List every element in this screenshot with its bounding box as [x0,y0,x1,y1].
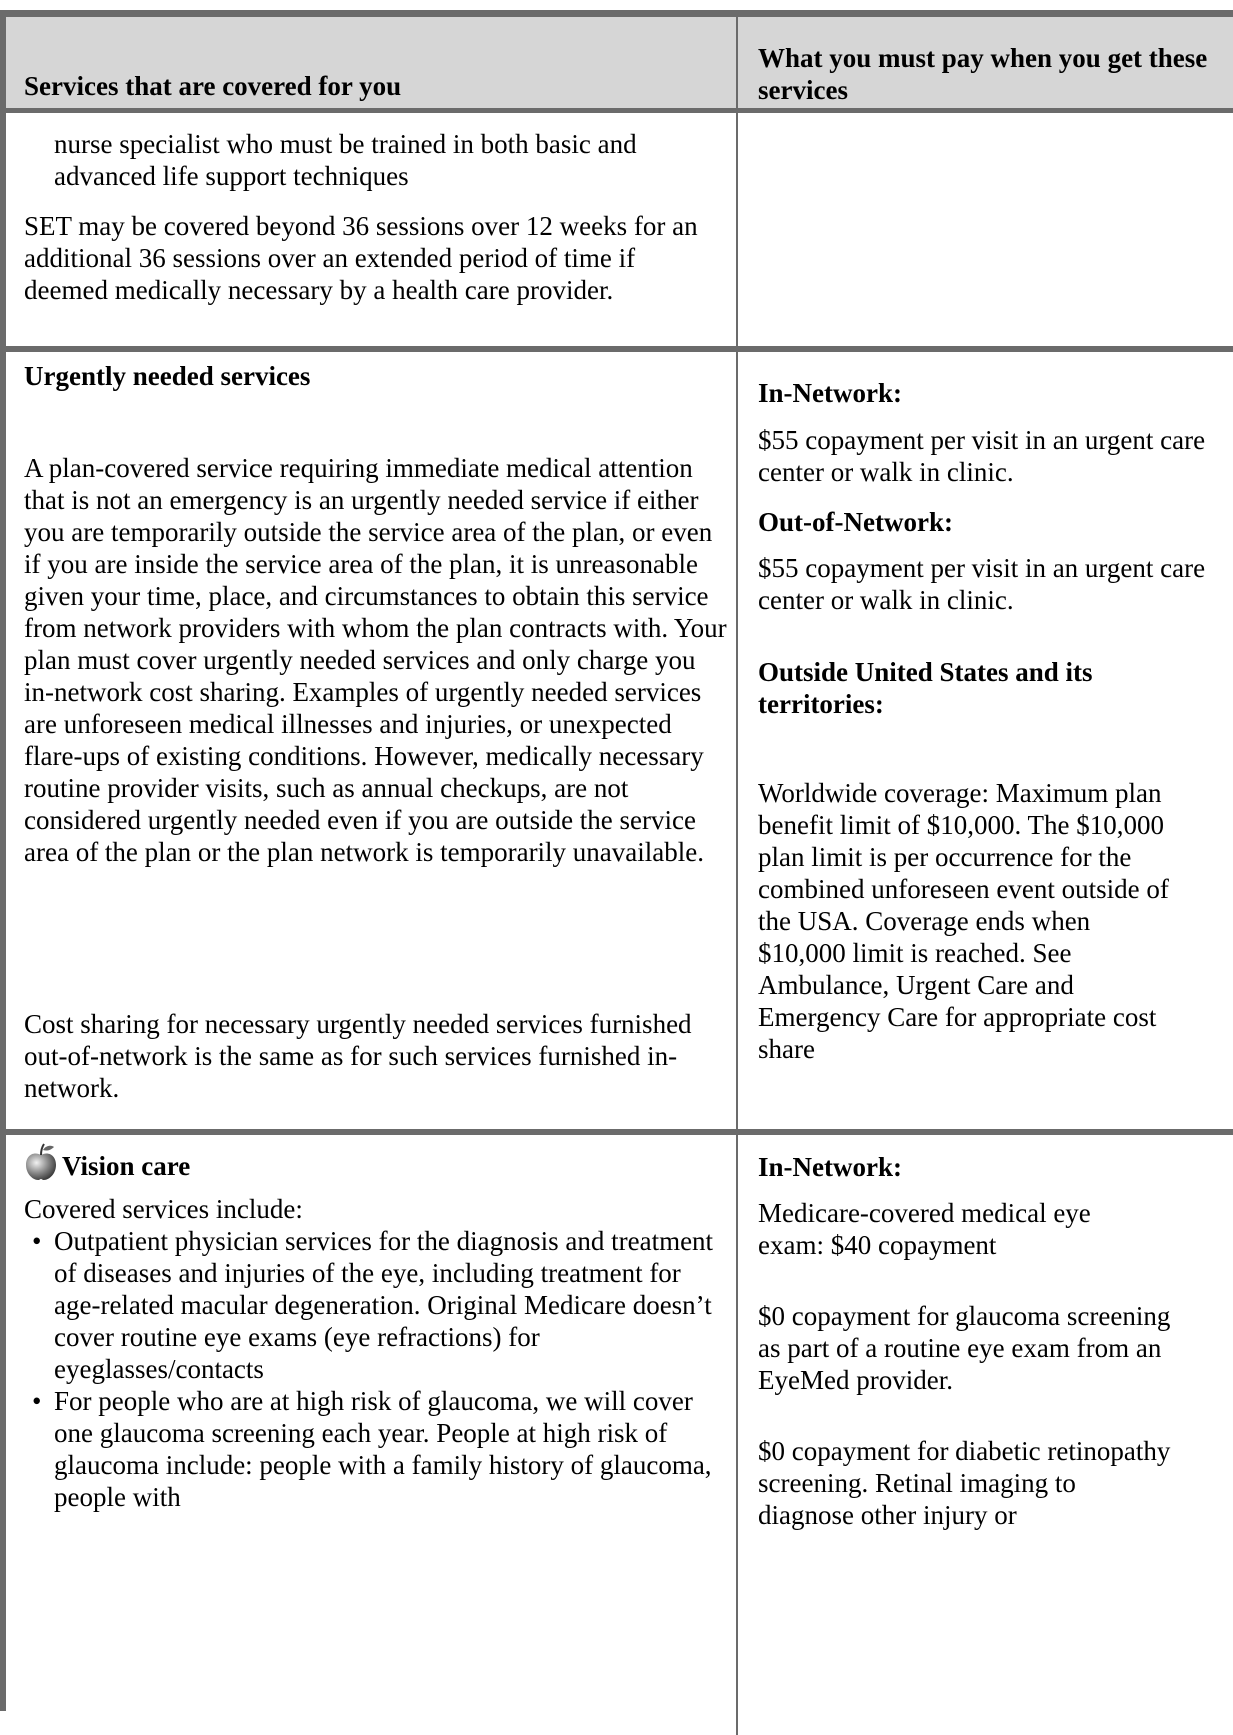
table-header [6,17,1233,113]
list-item: • Outpatient physician services for the diagnosis and treatment of diseases and injuries of the eye, including treatment for age-related macular degeneration. Original Medicare doesn’t cover routine eye exams (eye refractions) for eyeglasses/contacts [24,1225,724,1385]
list-item: • For people who are at high risk of glaucoma, we will cover one glaucoma screening each year. People at high risk of glaucoma include: people with a family history of glaucoma, people with [24,1385,724,1513]
urgent-in-network-text: $55 copayment per visit in an urgent care center or walk in clinic. [758,425,1206,487]
urgent-cost-cell [738,352,1233,1129]
table-row-urgent [6,352,1233,1129]
vision-in-network-label: In-Network: [758,1152,902,1182]
table-row-set [6,113,1233,346]
set-service-cell [6,113,738,346]
urgent-outside-us-text: Worldwide coverage: Maximum plan benefit limit of $10,000. The $10,000 plan limit is per occurrence for the combined unforeseen event outside of the USA. Coverage ends when $10,000 limit is reached. See Ambulance, Urgent Care and Emergency Care for appropriate cost share [758,778,1169,1064]
vision-service-cell [6,1135,738,1735]
header-cell-services [6,17,738,108]
vision-intro: Covered services include: [24,1194,303,1224]
vision-cost-cell [738,1135,1233,1735]
header-pay-label: What you must pay when you get these services [758,43,1208,105]
vision-exam-text: Medicare-covered medical eye exam: $40 copayment [758,1198,1091,1260]
vision-diabetic-text: $0 copayment for diabetic retinopathy screening. Retinal imaging to diagnose other injury or [758,1436,1171,1530]
vision-bullet-list [24,1225,724,1513]
set-cost-cell [738,113,1233,346]
set-continuation-text: nurse specialist who must be trained in both basic and advanced life support techniques [54,129,637,191]
urgent-title: Urgently needed services [24,361,311,391]
urgent-in-network-label: In-Network: [758,378,902,408]
vision-heading [24,1143,190,1186]
apple-icon [24,1143,58,1186]
table-row-vision [6,1135,1233,1735]
urgent-out-network-text: $55 copayment per visit in an urgent care center or walk in clinic. [758,553,1206,615]
header-services-label: Services that are covered for you [24,71,402,101]
set-extension-text: SET may be covered beyond 36 sessions over 12 weeks for an additional 36 sessions over an extended period of time if deemed medically necessary by a health care provider. [24,211,698,305]
vision-title: Vision care [62,1151,191,1181]
urgent-outside-us-label: Outside United States and its territories: [758,657,1093,719]
urgent-description: A plan-covered service requiring immediate medical attention that is not an emergency is an urgently needed service if either you are temporarily outside the service area of the plan, or even if you are inside the service area of the plan, it is unreasonable given your time, place, and circumstances to obtain this service from network providers with whom the plan contracts with. Your plan must cover urgently needed services and only charge you in-network cost sharing. Examples of urgently needed services are unforeseen medical illnesses and injuries, or unexpected flare-ups of existing conditions. However, medically necessary routine provider visits, such as annual checkups, are not considered urgently needed even if you are outside the service area of the plan or the plan network is temporarily unavailable. [24,453,727,867]
benefits-table [0,10,1233,1711]
urgent-out-network-label: Out-of-Network: [758,507,953,537]
urgent-cost-sharing: Cost sharing for necessary urgently needed services furnished out-of-network is the same as for such services furnished in-network. [24,1009,692,1103]
vision-glaucoma-text: $0 copayment for glaucoma screening as part of a routine eye exam from an EyeMed provider. [758,1301,1171,1395]
header-cell-pay [738,17,1233,108]
urgent-service-cell [6,352,738,1129]
